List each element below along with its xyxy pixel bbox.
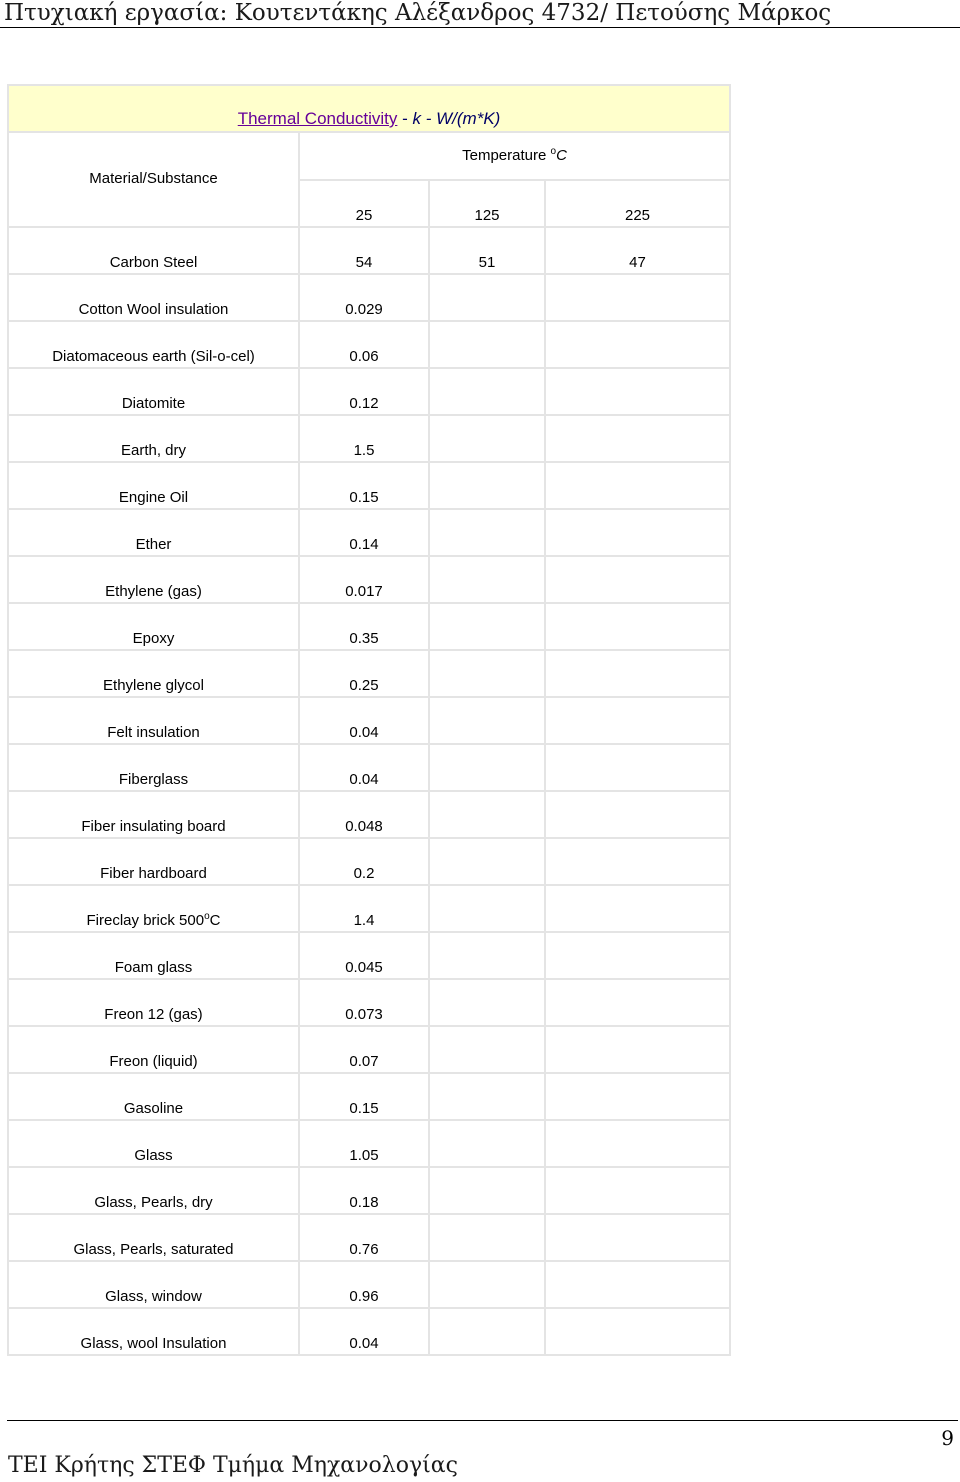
value-cell-225 <box>545 791 730 838</box>
table-row <box>8 650 730 697</box>
value-cell-125 <box>429 509 545 556</box>
material-cell <box>8 979 299 1026</box>
material-name: Felt insulation <box>107 724 200 741</box>
value-cell-25: 0.12 <box>299 368 429 415</box>
material-cell <box>8 603 299 650</box>
value-cell-125 <box>429 744 545 791</box>
value-cell-25: 0.14 <box>299 509 429 556</box>
temp-col-25: 25 <box>299 180 429 227</box>
footer-text: ΤΕΙ Κρήτης ΣΤΕΦ Τμήμα Μηχανολογίας <box>8 1453 458 1478</box>
temp-col-125: 125 <box>429 180 545 227</box>
value-cell-225 <box>545 1261 730 1308</box>
temp-col-225: 225 <box>545 180 730 227</box>
value-cell-25: 0.18 <box>299 1167 429 1214</box>
value-cell-125 <box>429 368 545 415</box>
material-cell <box>8 1073 299 1120</box>
value-cell-225 <box>545 1308 730 1355</box>
table-row <box>8 1308 730 1355</box>
table-row <box>8 1073 730 1120</box>
material-cell <box>8 556 299 603</box>
temperature-unit: C <box>556 146 567 164</box>
value-cell-225 <box>545 1073 730 1120</box>
material-name: Ethylene (gas) <box>105 583 202 600</box>
table-row <box>8 227 730 274</box>
value-cell-225 <box>545 650 730 697</box>
value-cell-225 <box>545 1026 730 1073</box>
table-row <box>8 932 730 979</box>
value-cell-225 <box>545 838 730 885</box>
table-row <box>8 979 730 1026</box>
value-cell-225 <box>545 1214 730 1261</box>
material-name: Ethylene glycol <box>103 677 204 694</box>
material-name: Cotton Wool insulation <box>78 301 229 318</box>
material-cell <box>8 932 299 979</box>
value-cell-125 <box>429 274 545 321</box>
value-cell-25: 0.25 <box>299 650 429 697</box>
material-cell <box>8 462 299 509</box>
value-cell-125: 51 <box>429 227 545 274</box>
material-name: Diatomite <box>121 395 186 412</box>
degree-sup: o <box>550 145 557 157</box>
value-cell-25: 0.35 <box>299 603 429 650</box>
material-name: Glass, window <box>105 1288 202 1305</box>
material-cell <box>8 1261 299 1308</box>
value-cell-225 <box>545 979 730 1026</box>
material-cell <box>8 274 299 321</box>
value-cell-125 <box>429 1026 545 1073</box>
table-row <box>8 744 730 791</box>
value-cell-25: 0.15 <box>299 1073 429 1120</box>
value-cell-125 <box>429 979 545 1026</box>
page-number: 9 <box>941 1426 954 1450</box>
page-header <box>0 0 960 28</box>
table-row <box>8 1167 730 1214</box>
value-cell-225 <box>545 462 730 509</box>
material-name: Fiber hardboard <box>100 865 207 882</box>
value-cell-225 <box>545 368 730 415</box>
value-cell-125 <box>429 932 545 979</box>
table-row <box>8 1026 730 1073</box>
table-row <box>8 1120 730 1167</box>
material-cell <box>8 1120 299 1167</box>
value-cell-125 <box>429 791 545 838</box>
table-row <box>8 1214 730 1261</box>
value-cell-125 <box>429 650 545 697</box>
material-name: Gasoline <box>123 1100 184 1117</box>
material-name: Epoxy <box>132 630 175 647</box>
value-cell-25: 0.04 <box>299 1308 429 1355</box>
value-cell-25: 0.07 <box>299 1026 429 1073</box>
material-name: Freon (liquid) <box>109 1053 198 1070</box>
material-name: Earth, dry <box>120 442 187 459</box>
material-cell <box>8 368 299 415</box>
value-cell-225 <box>545 1120 730 1167</box>
value-cell-125 <box>429 603 545 650</box>
value-cell-225 <box>545 603 730 650</box>
value-cell-225 <box>545 321 730 368</box>
material-cell <box>8 509 299 556</box>
material-cell <box>8 1167 299 1214</box>
table-row <box>8 462 730 509</box>
value-cell-25: 0.045 <box>299 932 429 979</box>
value-cell-25: 0.048 <box>299 791 429 838</box>
value-cell-225: 47 <box>545 227 730 274</box>
material-name: Glass <box>134 1147 173 1164</box>
table-row <box>8 1261 730 1308</box>
value-cell-125 <box>429 1214 545 1261</box>
value-cell-225 <box>545 932 730 979</box>
material-cell <box>8 885 299 932</box>
value-cell-225 <box>545 415 730 462</box>
material-name: Foam glass <box>114 959 193 976</box>
value-cell-25: 54 <box>299 227 429 274</box>
temperature-label: Temperature <box>462 146 551 164</box>
value-cell-25: 0.017 <box>299 556 429 603</box>
value-cell-125 <box>429 1261 545 1308</box>
value-cell-25: 0.2 <box>299 838 429 885</box>
value-cell-25: 0.15 <box>299 462 429 509</box>
temperature-header <box>299 132 730 180</box>
material-name: Fiber insulating board <box>81 818 226 835</box>
value-cell-225 <box>545 274 730 321</box>
value-cell-25: 0.76 <box>299 1214 429 1261</box>
material-name: Glass, Pearls, dry <box>94 1194 213 1211</box>
value-cell-125 <box>429 838 545 885</box>
value-cell-125 <box>429 462 545 509</box>
material-name: Ether <box>135 536 172 553</box>
material-cell <box>8 321 299 368</box>
table-row <box>8 415 730 462</box>
table-row <box>8 509 730 556</box>
value-cell-25: 0.04 <box>299 697 429 744</box>
material-name: Freon 12 (gas) <box>104 1006 203 1023</box>
material-cell <box>8 838 299 885</box>
material-cell <box>8 415 299 462</box>
table-title-cell <box>8 85 730 132</box>
footer-divider <box>7 1420 958 1421</box>
title-separator: - <box>397 109 413 128</box>
value-cell-25: 1.5 <box>299 415 429 462</box>
value-cell-125 <box>429 1308 545 1355</box>
material-cell <box>8 1026 299 1073</box>
thermal-conductivity-link[interactable]: Thermal Conductivity <box>237 109 398 128</box>
table-title-row <box>8 85 730 132</box>
value-cell-25: 1.05 <box>299 1120 429 1167</box>
value-cell-125 <box>429 885 545 932</box>
header-row-temperature <box>8 132 730 180</box>
material-name: Glass, Pearls, saturated <box>73 1241 234 1258</box>
value-cell-25: 0.073 <box>299 979 429 1026</box>
material-name: Carbon Steel <box>109 254 198 271</box>
value-cell-25: 0.029 <box>299 274 429 321</box>
table-row <box>8 603 730 650</box>
value-cell-225 <box>545 885 730 932</box>
material-cell <box>8 650 299 697</box>
value-cell-225 <box>545 509 730 556</box>
value-cell-25: 0.96 <box>299 1261 429 1308</box>
value-cell-25: 0.06 <box>299 321 429 368</box>
material-name: Glass, wool Insulation <box>80 1335 227 1352</box>
table-row <box>8 791 730 838</box>
material-cell <box>8 697 299 744</box>
table-row <box>8 274 730 321</box>
table-row <box>8 697 730 744</box>
value-cell-125 <box>429 321 545 368</box>
table-row <box>8 885 730 932</box>
table-row <box>8 368 730 415</box>
value-cell-225 <box>545 744 730 791</box>
material-cell <box>8 791 299 838</box>
value-cell-125 <box>429 1073 545 1120</box>
title-unit: k - W/(m*K) <box>412 109 501 128</box>
value-cell-125 <box>429 697 545 744</box>
table-row <box>8 321 730 368</box>
table-row <box>8 556 730 603</box>
material-suffix: C <box>209 912 221 929</box>
value-cell-25: 1.4 <box>299 885 429 932</box>
material-cell <box>8 227 299 274</box>
header-title: Πτυχιακή εργασία: Κουτεντάκης Αλέξανδρος 4732/ Πετούσης Μάρκος <box>4 0 832 26</box>
value-cell-125 <box>429 556 545 603</box>
material-header: Material/Substance <box>8 132 299 227</box>
value-cell-125 <box>429 1167 545 1214</box>
value-cell-25: 0.04 <box>299 744 429 791</box>
material-degree-sup: o <box>204 911 210 922</box>
material-name: Fiberglass <box>118 771 189 788</box>
value-cell-225 <box>545 1167 730 1214</box>
material-cell <box>8 1308 299 1355</box>
material-cell <box>8 1214 299 1261</box>
value-cell-225 <box>545 556 730 603</box>
value-cell-125 <box>429 1120 545 1167</box>
value-cell-225 <box>545 697 730 744</box>
material-name: Fireclay brick 500 <box>86 912 205 929</box>
thermal-conductivity-table <box>7 84 731 1356</box>
material-name: Engine Oil <box>118 489 189 506</box>
table-row <box>8 838 730 885</box>
material-name: Diatomaceous earth (Sil-o-cel) <box>52 348 255 365</box>
value-cell-125 <box>429 415 545 462</box>
thermal-conductivity-table-wrapper <box>7 84 729 1356</box>
material-cell <box>8 744 299 791</box>
